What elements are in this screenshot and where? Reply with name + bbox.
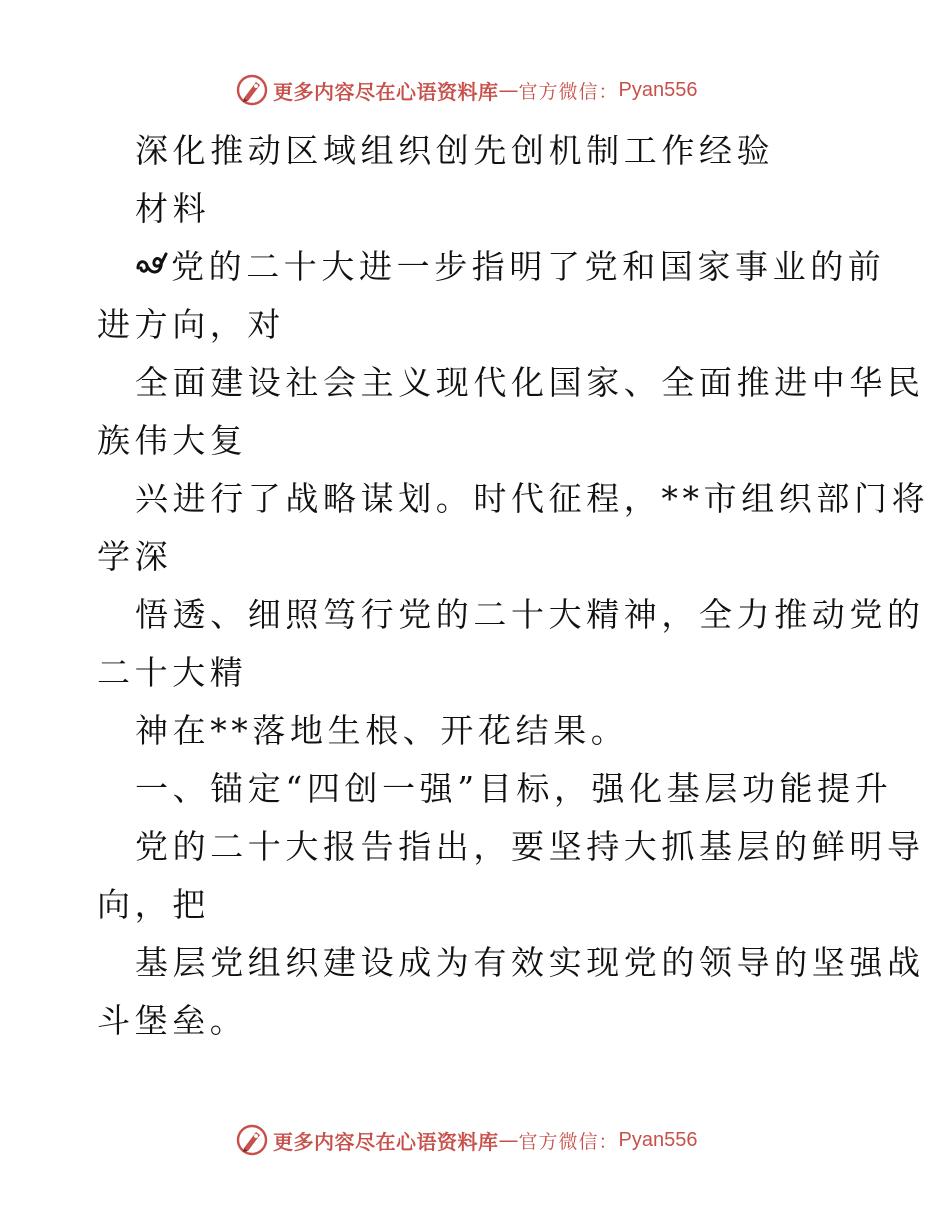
document-line-text: 族伟大复 [97,421,248,460]
document-line [97,412,857,470]
document-line [97,586,925,644]
document-line [97,760,893,818]
document-line-text: 向，把 [97,885,210,924]
document-line-text: 二十大精 [97,653,248,692]
document-line-text: 斗堡垒。 [97,1001,248,1040]
banner-wechat-label: 官方微信： [518,80,619,103]
banner-promo-text: 更多内容尽在心语资料库 [273,79,499,104]
pen-logo-icon [235,1123,269,1157]
document-line [97,818,925,876]
document-line [97,934,925,992]
document-line-text: 进方向，对 [97,305,285,344]
banner-promo-text: 更多内容尽在心语资料库 [273,1129,499,1154]
banner-wechat-label: 官方微信： [518,1130,619,1153]
document-line-text: 深化推动区域组织创先创机制工作经验 [135,131,775,170]
document-line-text: 一、锚定“四创一强”目标，强化基层功能提升 [135,769,893,808]
document-line-text: 党的二十大进一步指明了党和国家事业的前 [171,247,886,286]
document-line [97,122,857,180]
document-body [97,122,930,1050]
document-line [97,470,930,528]
banner-wechat-id: Pyan556 [618,1128,698,1151]
header-banner [235,72,697,108]
document-line [97,992,857,1050]
banner-dash: — [498,1128,519,1152]
fleuron-icon [135,248,169,282]
document-line-text: 学深 [97,537,173,576]
document-line-text: 悟透、细照笃行党的二十大精神，全力推动党的 [135,595,925,634]
document-line-text: 基层党组织建设成为有效实现党的领导的坚强战 [135,943,925,982]
document-line [97,354,925,412]
document-line-text: 兴进行了战略谋划。时代征程，**市组织部门将 [135,479,930,518]
banner-wechat-id: Pyan556 [618,78,698,101]
document-line-text: 神在**落地生根、开花结果。 [135,711,629,750]
document-line-text: 全面建设社会主义现代化国家、全面推进中华民 [135,363,925,402]
document-line-text: 党的二十大报告指出，要坚持大抓基层的鲜明导 [135,827,925,866]
footer-banner [235,1122,697,1158]
document-line [97,702,857,760]
pen-logo-icon [235,73,269,107]
document-line-text: 材料 [135,189,211,228]
banner-dash: — [498,78,519,102]
document-line [97,180,857,238]
document-line [97,296,857,354]
document-line [97,528,857,586]
document-line [97,644,857,702]
document-line [97,876,857,934]
document-line [97,238,886,296]
